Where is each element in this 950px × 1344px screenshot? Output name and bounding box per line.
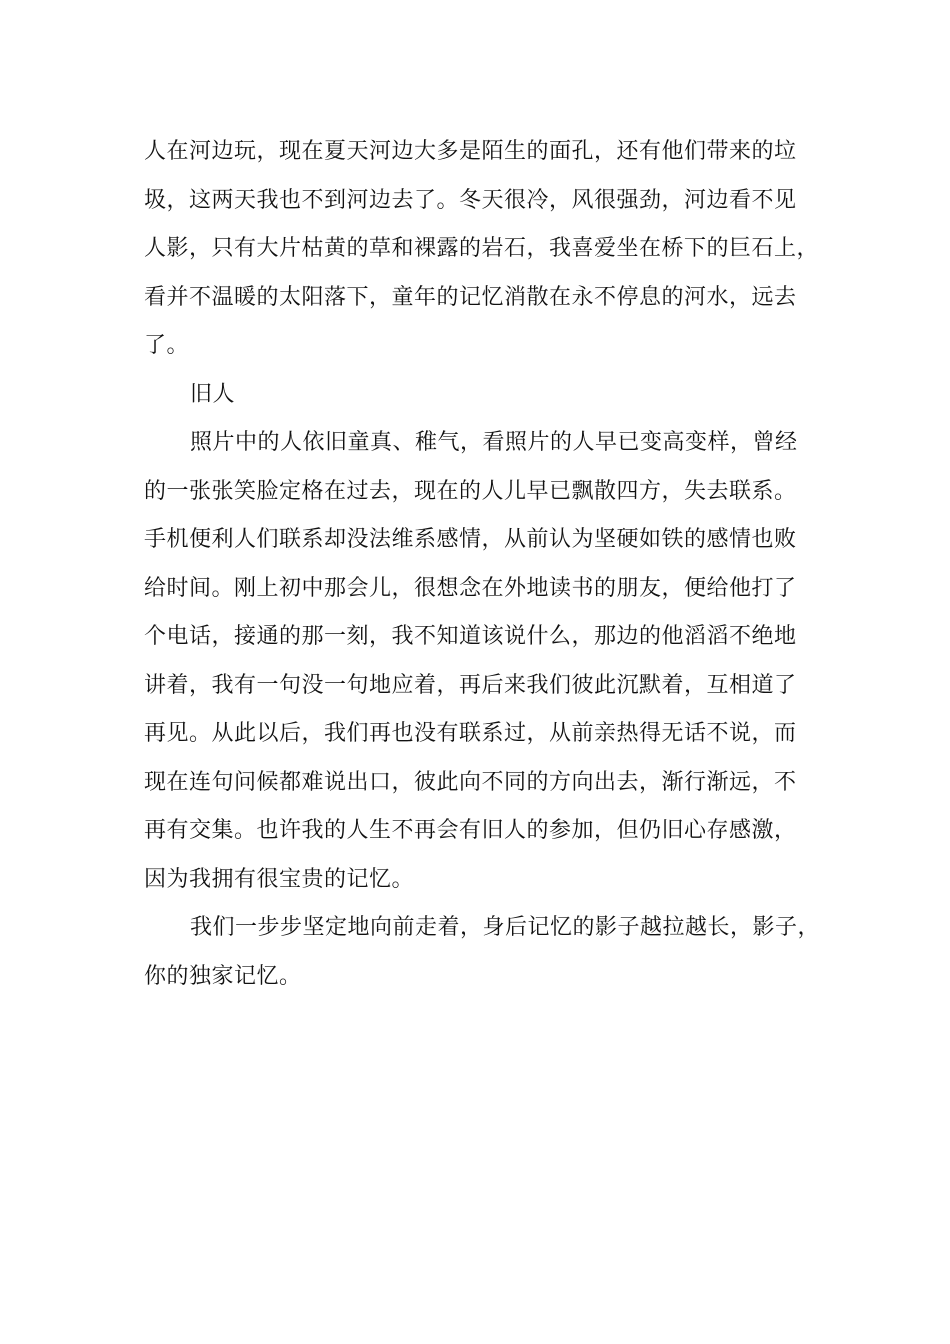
paragraph-river: [144, 128, 834, 371]
text-line: 人在河边玩，现在夏天河边大多是陌生的面孔，还有他们带来的垃: [144, 139, 797, 164]
text-line: 的一张张笑脸定格在过去，现在的人儿早已飘散四方，失去联系。: [144, 478, 797, 504]
text-line: 给时间。刚上初中那会儿，很想念在外地读书的朋友，便给他打了: [144, 575, 797, 601]
paragraph-old-friends: [144, 419, 834, 904]
text-line: 了。: [144, 333, 190, 358]
document-body: [144, 128, 834, 1001]
text-line: 个电话，接通的那一刻，我不知道该说什么，那边的他滔滔不绝地: [144, 624, 797, 649]
text-line: 再有交集。也许我的人生不再会有旧人的参加，但仍旧心存感激，: [144, 818, 797, 843]
text-line: 我们一步步坚定地向前走着，身后记忆的影子越拉越长，影子，: [190, 915, 821, 940]
text-line: 现在连句问候都难说出口，彼此向不同的方向出去，渐行渐远，不: [144, 769, 797, 795]
paragraph-closing: [144, 904, 834, 1001]
text-line: 因为我拥有很宝贵的记忆。: [144, 866, 415, 892]
text-line: 手机便利人们联系却没法维系感情，从前认为坚硬如铁的感情也败: [144, 527, 797, 552]
heading-old-friends: 旧人: [190, 381, 236, 407]
text-line: 你的独家记忆。: [144, 963, 302, 989]
text-line: 照片中的人依旧童真、稚气，看照片的人早已变高变样，曾经: [190, 430, 798, 455]
text-line: 人影，只有大片枯黄的草和裸露的岩石，我喜爱坐在桥下的巨石上，: [144, 236, 820, 261]
text-line: 看并不温暖的太阳落下，童年的记忆消散在永不停息的河水，远去: [144, 284, 797, 310]
text-line: 讲着，我有一句没一句地应着，再后来我们彼此沉默着，互相道了: [144, 672, 797, 698]
section-heading: [144, 371, 834, 420]
text-line: 圾，这两天我也不到河边去了。冬天很冷，风很强劲，河边看不见: [144, 187, 797, 213]
text-line: 再见。从此以后，我们再也没有联系过，从前亲热得无话不说，而: [144, 721, 797, 746]
